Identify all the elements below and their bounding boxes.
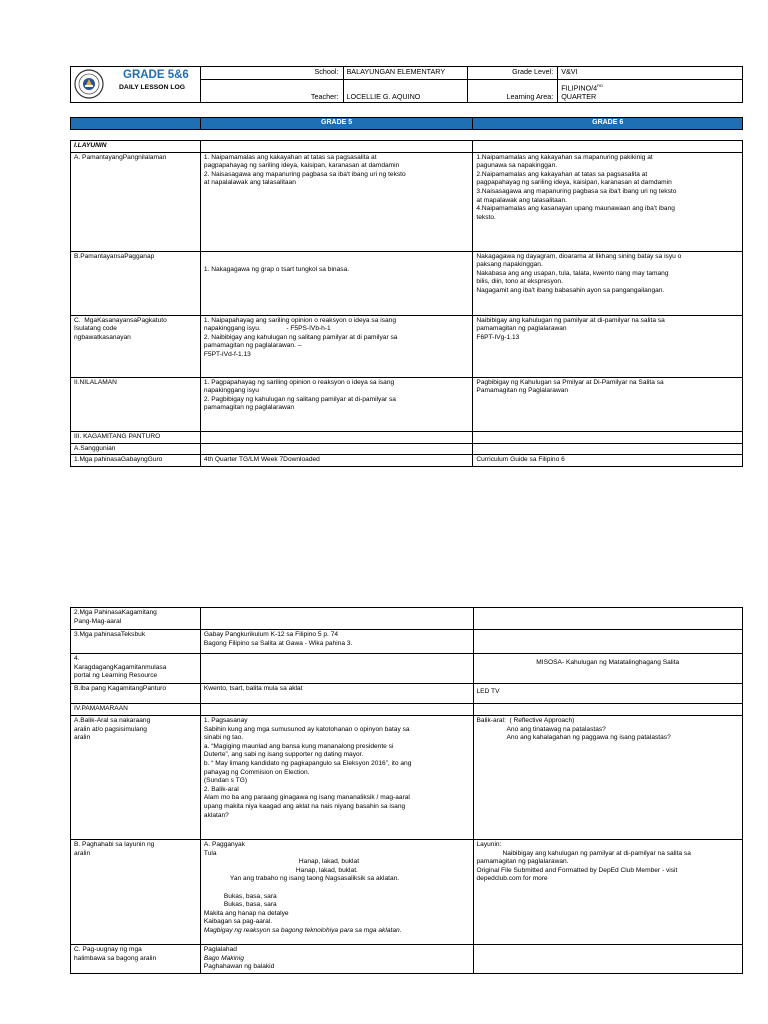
balik-aral-g6: Balik-aral: ( Reflective Approach) Ano ang tinatawag na patalastas? Ano ang kahalagahan ng paggawa ng isang patalastas? (473, 716, 743, 840)
text-line: teksto. (476, 213, 496, 221)
text-line: Bagong Filipino sa Salita at Gawa - Wika pahina 3. (203, 639, 353, 647)
text-line: 1. Pagsasanay (203, 717, 248, 724)
lesson-table-part1 (70, 140, 743, 467)
pamantayang-pangnilalaman-label: A. PamantayangPangnilalaman (71, 152, 201, 251)
text-line: (Sundan s TG) (203, 777, 248, 785)
text-line: F6PT-IVg-1.13 (476, 333, 520, 341)
text-line: paksang napakinggan. (476, 261, 543, 269)
iba-pang-kagamitan-g6: LED TV (473, 684, 743, 704)
lesson-table-part2 (70, 607, 743, 974)
text-line: F5PT-IVd-f-1.13 (203, 350, 251, 358)
text-line: Gabay Pangkurikulum K-12 sa Filipino 5 p. 74 (203, 631, 339, 638)
kagamitang-panturo-label: III. KAGAMITANG PANTURO (71, 431, 201, 443)
text-line: 4.Naipamamalas ang kasanayan upang maunawaan ang iba't ibang (476, 205, 675, 213)
grade-title: GRADE 5&6 (123, 69, 189, 81)
text-line: ngbawatkasanayan (74, 333, 131, 341)
teksbuk-g5 (200, 630, 473, 654)
header-table (70, 66, 743, 103)
paghahabi-g6: Layunin: Naibibigay ang kahulugan ng pamilyar at di-pamilyar na salita sa pamamagitan ng paglalarawan. Original File Submitted and Formatted by DepEd Club Member - visit depedclub.com for more (473, 840, 743, 945)
daily-lesson-log-title: DAILY LESSON LOG (119, 84, 186, 91)
pamantayan-pagganap-g5 (200, 251, 473, 315)
text-line: 1. Nakagagawa ng grap o tsart tungkol sa binasa. (203, 265, 350, 273)
text-line: C. Pag-uugnay ng mga (74, 946, 142, 953)
school-label-cell (200, 67, 343, 80)
text-line: Sabihin kung ang mga sumusunod ay katotohanan o opinyon batay sa (203, 725, 410, 733)
balik-aral-g5 (200, 716, 473, 840)
text-line: a. “Magiging maunlad ang bansa kung mananalong presidente si (203, 742, 394, 750)
gabay-guro-label: 1.Mga pahinasaGabayngGuro (71, 455, 201, 467)
grade-level-value: V&VI (558, 67, 743, 80)
school-value: BALAYUNGAN ELEMENTARY (343, 67, 468, 80)
pamantayang-pangnilalaman-g6 (473, 152, 743, 251)
text-line: sinabi ng tao. (203, 734, 244, 742)
text-line: C. MgaKasanayansaPagkatuto (74, 316, 167, 324)
balik-aral-label (71, 716, 201, 840)
text-line: Nakabasa ang ang usapan, tula, talata, kwento nang may tamang (476, 269, 669, 277)
text-line: napakinggang isyu (203, 387, 259, 395)
grade-column-header (70, 117, 743, 130)
kasanayan-g5 (200, 315, 473, 377)
text-line: 1. Naipamamalas ang kakayahan at tatas sa pagsasalita at (203, 153, 377, 161)
gabay-guro-g6: Curriculum Guide sa Filipino 6 (473, 455, 743, 467)
text-line: aralin at/o pagsisimulang (74, 725, 147, 733)
nilalaman-g6 (473, 377, 743, 431)
text-line: pamamagitan ng paglalarawan (203, 404, 295, 412)
school-label: School: (314, 67, 339, 76)
text-line: napakinggang isyu. - F5PS-IVb-h-1 (203, 325, 331, 333)
teacher-value: LOCELLIE G. AQUINO (343, 80, 468, 103)
text-line: halimbawa sa bagong aralin (74, 954, 157, 962)
blank-header-cell (71, 118, 201, 130)
text-line: 1. Naipapahayag ang sariling opinion o reaksyon o ideya sa isang (203, 316, 396, 324)
kasanayan-g6 (473, 315, 743, 377)
text-line: upang makita niya kaagad ang aklat na nais niyang basahin sa isang (203, 802, 406, 810)
paghahabi-g5: A. Pagganyak Tula Hanap, lakad, buklat Hanap, lakad, buklat. Yan ang trabaho ng isang taong Nagsasaliksik sa aklatan. Bukas, basa, sara Bukas, basa, sara Makita ang hanap na detalye Kaibagan sa pag-aaral. Magbigay ng reaksyon sa bagong teknolohiya para sa mga aklatan. (200, 840, 473, 945)
iba-pang-kagamitan-label: B.Iba pang KagamitangPanturo (71, 684, 201, 704)
text-line: 3.Naisasagawa ang mapanuring pagbasa sa iba't ibang uri ng teksto (476, 187, 677, 195)
text-line: at mapalawak ang talasalitaan. (476, 196, 567, 204)
karagdagang-kagamitan-label (71, 654, 201, 684)
layunin-label: I.LAYUNIN (71, 141, 201, 153)
paghahabi-label (71, 840, 201, 945)
text-line: KaragdagangKagamitanmulasa (74, 663, 167, 671)
text-line: A.Balik-Aral sa nakaraang (74, 717, 151, 724)
pamamaraan-label: IV.PAMAMARAAN (71, 704, 201, 716)
text-line: 2. Naisasagawa ang mapanuring pagbasa sa iba't ibang uri ng teksto (203, 170, 406, 178)
gabay-guro-g5: 4th Quarter TG/LM Week 7Downloaded (200, 455, 473, 467)
deped-seal-icon (74, 69, 104, 99)
kasanayan-label (71, 315, 201, 377)
text-line: 2. Pagbibigay ng kahulugan ng salitang pamilyar at di-pamilyar sa (203, 395, 396, 403)
text-line: pagunawa sa napakinggan. (476, 162, 558, 170)
text-line: aklatan? (203, 811, 229, 819)
text-line: Nagagamit ang iba't ibang babasahin ayon sa pangangailangan. (476, 286, 665, 294)
sanggunian-label: A.Sanggunian (71, 443, 201, 455)
learning-area-value: FILIPINO/4RD QUARTER (558, 80, 743, 103)
learning-area-label: Learning Area: (468, 80, 558, 103)
text-line: Nakagagawa ng dayagram, dioarama at likhang sining batay sa isyu o (476, 252, 682, 260)
text-line: bilis, diin, tono at ekspresyon. (476, 278, 563, 286)
text-line: pamamagitan ng paglalarawan. – (203, 342, 302, 350)
grade5-column-title: GRADE 5 (200, 118, 473, 130)
text-line: 1.Naipamamalas ang kakayahan sa mapanuring pakikinig at (476, 153, 653, 161)
text-line: b. “ May limang kandidato ng pagkapangulo sa Eleksyon 2016”, ito ang (203, 759, 412, 767)
kagamitang-mag-aaral-label (71, 608, 201, 630)
karagdagang-kagamitan-g6: MISOSA- Kahulugan ng Matatalinghagang Salita (473, 654, 743, 684)
text-line: Duterte”, ang sabi ng isang supporter ng dating mayor. (203, 751, 364, 759)
text-line: Pagbibigay ng Kahulugan sa Pmilyar at Di-Pamilyar na Salita sa (476, 378, 664, 386)
text-line: Pang-Mag-aaral (74, 617, 122, 625)
text-line: pagpapahayag ng sariling ideya, kaisipan, karanasan at damdamin (476, 179, 672, 187)
iba-pang-kagamitan-g5: Kwento, tsart, balita mula sa aklat (200, 684, 473, 704)
text-line: portal ng Learning Resource (74, 672, 158, 680)
text-line: Naibibigay ang kahulugan ng pamilyar at di-pamilyar na salita sa (476, 316, 665, 324)
teksbuk-label: 3.Mga pahinasaTeksbuk (71, 630, 201, 654)
text-line: aralin (74, 849, 91, 857)
text-line: 4. (74, 655, 80, 662)
text-line: 1. Pagpapahayag ng sariling opinion o reaksyon o ideya sa isang (203, 378, 395, 386)
teacher-label: Teacher: (200, 80, 343, 103)
pamantayang-pangnilalaman-g5 (200, 152, 473, 251)
pag-uugnay-label (71, 945, 201, 974)
text-line: at napalalawak ang talasalitaan (203, 179, 296, 187)
nilalaman-g5 (200, 377, 473, 431)
text-line: 2.Mga PahinasaKagamitang (74, 609, 157, 616)
grade-level-label: Grade Level: (468, 67, 558, 80)
text-line: Pamamagitan ng Paglalarawan (476, 387, 569, 395)
text-line: B. Paghahabi sa layunin ng (74, 841, 155, 848)
text-line: 2. Balik-aral (203, 785, 239, 793)
nilalaman-label: II.NILALAMAN (71, 377, 201, 431)
grade6-column-title: GRADE 6 (473, 118, 743, 130)
pamantayan-pagganap-g6 (473, 251, 743, 315)
text-line: Isulatang code (74, 325, 117, 333)
header-logo-cell (71, 67, 201, 103)
pamantayan-pagganap-label: B.PamantayansaPagganap (71, 251, 201, 315)
text-line: 2.Naipamamalas ang kakayahan at tatas sa pagsasalita at (476, 170, 648, 178)
text-line: pamamagitan ng paglalarawan (476, 325, 567, 333)
text-line: pagpapahayag ng sariling ideya, kaisipan, karanasan at damdamin (203, 162, 400, 170)
text-line: aralin (74, 734, 91, 742)
text-line: pahayag ng Commision on Election. (203, 768, 310, 776)
text-line: 2. Naibibigay ang kahulugan ng salitang pamilyar at di pamilyar sa (203, 333, 398, 341)
text-line: Alam mo ba ang paraang ginagawa ng isang mananaliksik / mag-aaral (203, 794, 410, 802)
pag-uugnay-g5: Paglalahad Bago Makinig Paghahawan ng balakid (200, 945, 473, 974)
